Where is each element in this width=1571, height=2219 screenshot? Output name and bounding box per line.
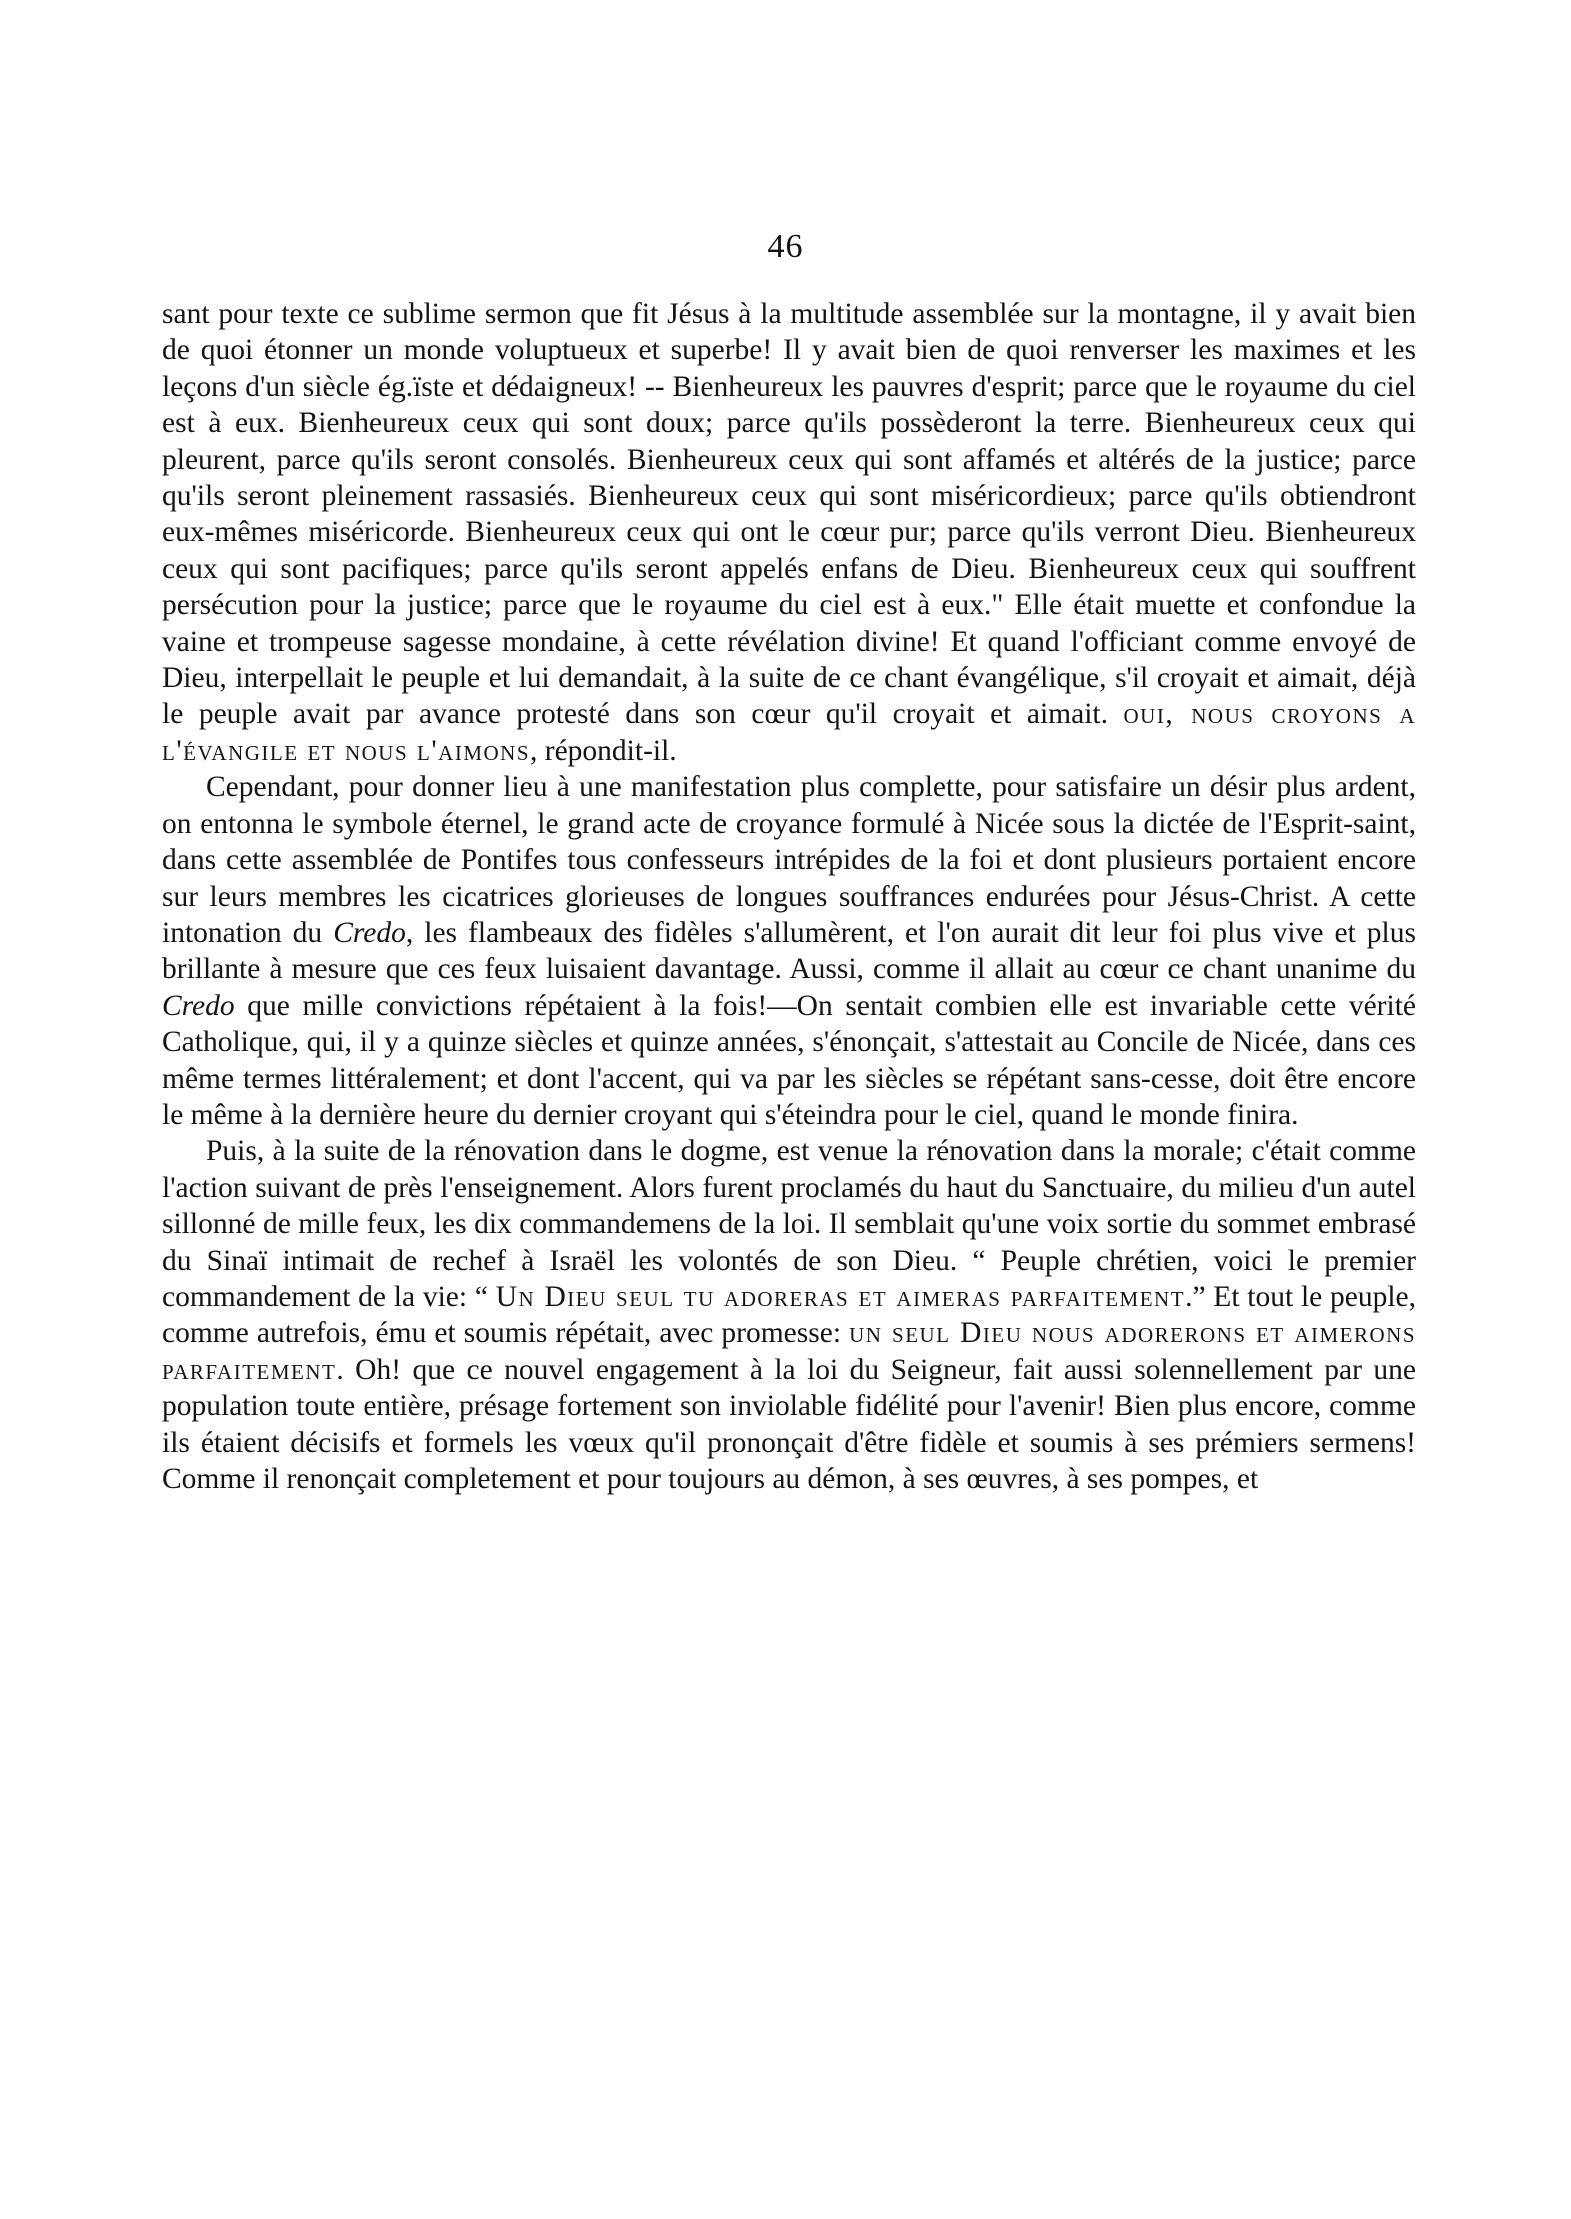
text-run-smallcaps: un seul Dieu nous adorerons et aimerons parfaitement: [162, 1317, 1416, 1386]
text-run-smallcaps: oui, nous croyons a l'évangile et nous l'aimons: [162, 698, 1416, 767]
text-run: .” Et tout le peuple, comme autrefois, ému et soumis répétait, avec promesse:: [162, 1280, 1417, 1350]
text-run-italic: Credo: [333, 916, 406, 949]
text-run: , répondit-il.: [530, 734, 677, 767]
paragraph: [162, 1133, 1416, 1497]
text-run: que mille convictions répétaient à la fois!—On sentait combien elle est invariable cette vérité Catholique, qui, il y a quinze siècles et quinze années, s'énonçait, s'attestait au Concile de Nicée, dans ces même termes littéralement; et dont l'accent, qui va par les siècles se répétant sans-cesse, doit être encore le même à la dernière heure du dernier croyant qui s'éteindra pour le ciel, quand le monde finira.: [162, 989, 1416, 1131]
paragraph: [162, 296, 1416, 769]
text-run: . Oh! que ce nouvel engagement à la loi du Seigneur, fait aussi solennellement par une population toute entière, présage fortement son inviolable fidélité pour l'avenir! Bien plus encore, comme ils étaient décisifs et formels les vœux qu'il prononçait d'être fidèle et soumis à ses prémiers sermens! Comme il renonçait completement et pour toujours au démon, à ses œuvres, à ses pompes, et: [162, 1353, 1416, 1495]
text-run-smallcaps: Un Dieu seul tu adoreras et aimeras parfaitement: [495, 1280, 1186, 1313]
text-run: Puis, à la suite de la rénovation dans le dogme, est venue la rénovation dans la morale; c'était comme l'action suivant de près l'enseignement. Alors furent proclamés du haut du Sanctuaire, du milieu d'un autel sillonné de mille feux, les dix commandemens de la loi. Il semblait qu'une voix sortie du sommet embrasé du Sinaï intimait de rechef à Israël les volontés de son Dieu. “ Peuple chrétien, voici le premier commandement de la vie: “: [162, 1135, 1416, 1313]
text-run: Cependant, pour donner lieu à une manifestation plus complette, pour satisfaire un désir plus ardent, on entonna le symbole éternel, le grand acte de croyance formulé à Nicée sous la dictée de l'Esprit-saint, dans cette assemblée de Pontifes tous confesseurs intrépides de la foi et dont plusieurs portaient encore sur leurs membres les cicatrices glorieuses de longues souffrances endurées pour Jésus-Christ. A cette intonation du: [162, 771, 1416, 949]
paragraph: [162, 769, 1416, 1133]
text-run: sant pour texte ce sublime sermon que fit Jésus à la multitude assemblée sur la montagne, il y avait bien de quoi étonner un monde voluptueux et superbe! Il y avait bien de quoi renverser les maximes et les leçons d'un siècle ég.ïste et dédaigneux! -- Bienheureux les pauvres d'esprit; parce que le royaume du ciel est à eux. Bienheureux ceux qui sont doux; parce qu'ils possèderont la terre. Bienheureux ceux qui pleurent, parce qu'ils seront consolés. Bienheureux ceux qui sont affamés et altérés de la justice; parce qu'ils seront pleinement rassasiés. Bienheureux ceux qui sont miséricordieux; parce qu'ils obtiendront eux-mêmes miséricorde. Bienheureux ceux qui ont le cœur pur; parce qu'ils verront Dieu. Bienheureux ceux qui sont pacifiques; parce qu'ils seront appelés enfans de Dieu. Bienheureux ceux qui souffrent persécution pour la justice; parce que le royaume du ciel est à eux." Elle était muette et confondue la vaine et trompeuse sagesse mondaine, à cette révélation divine! Et quand l'officiant comme envoyé de Dieu, interpellait le peuple et lui demandait, à la suite de ce chant évangélique, s'il croyait et aimait, déjà le peuple avait par avance protesté dans son cœur qu'il croyait et aimait.: [162, 298, 1416, 731]
text-run: , les flambeaux des fidèles s'allumèrent, et l'on aurait dit leur foi plus vive et plus brillante à mesure que ces feux luisaient davantage. Aussi, comme il allait au cœur ce chant unanime du: [162, 916, 1416, 986]
body-text: [162, 296, 1416, 1497]
text-run-italic: Credo: [162, 989, 235, 1022]
page-number: 46: [767, 228, 804, 265]
